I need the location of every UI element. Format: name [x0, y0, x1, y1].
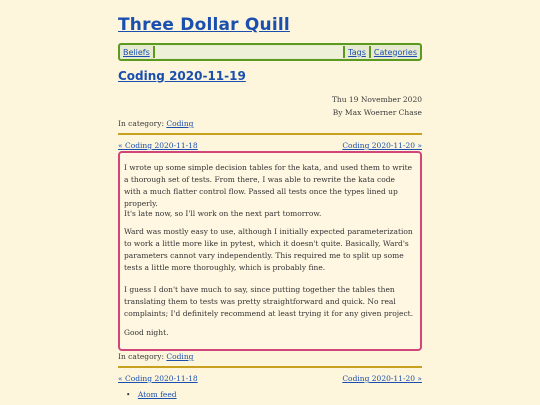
- nav-spacer: [155, 46, 343, 58]
- paragraph: Good night.: [124, 328, 169, 337]
- feed-list: [126, 390, 177, 399]
- paragraph: I wrote up some simple decision tables for the kata, and used them to write a thorough set of tests. From there, I was able to rewrite the kata code with a much flatter control flow. Passed all tests once the types lined up properly.: [124, 163, 413, 208]
- divider-top: [118, 133, 422, 135]
- nav-beliefs-link[interactable]: Beliefs: [123, 47, 150, 57]
- top-navigation: [118, 43, 422, 61]
- paragraph: I guess I don't have much to say, since putting together the tables then translating them to tests was pretty straightforward and quick. No real complaints; I'd definitely recommend at least trying it for any given project.: [124, 285, 414, 318]
- post-category-bottom: [118, 352, 193, 361]
- post-date: Thu 19 November 2020: [331, 95, 422, 104]
- category-prefix: In category:: [118, 352, 164, 361]
- list-item: [126, 390, 177, 399]
- category-prefix: In category:: [118, 119, 164, 128]
- divider-bottom: [118, 366, 422, 368]
- prev-post-link-bottom[interactable]: « Coding 2020-11-18: [118, 374, 198, 383]
- post-category-top: [118, 119, 193, 128]
- paragraph: It's late now, so I'll work on the next part tomorrow.: [124, 209, 322, 218]
- category-link[interactable]: Coding: [166, 119, 194, 128]
- post-title-link[interactable]: Coding 2020-11-19: [118, 69, 246, 83]
- post-content: [118, 151, 422, 351]
- category-link[interactable]: Coding: [166, 352, 194, 361]
- next-post-link-top[interactable]: Coding 2020-11-20 »: [342, 141, 422, 150]
- atom-feed-link[interactable]: Atom feed: [137, 390, 177, 399]
- site-title-link[interactable]: Three Dollar Quill: [118, 15, 290, 35]
- paragraph: Ward was mostly easy to use, although I initially expected parameterization to work a little more like in pytest, which it doesn't quite. Basically, Ward's parameters cannot vary independently. This required me to split up some tests a little more thoroughly, which is probably fine.: [124, 227, 413, 272]
- nav-categories-link[interactable]: Categories: [373, 47, 417, 57]
- post-author: By Max Woerner Chase: [332, 108, 422, 117]
- nav-tags-link[interactable]: Tags: [348, 47, 366, 57]
- prev-post-link-top[interactable]: « Coding 2020-11-18: [118, 141, 198, 150]
- next-post-link-bottom[interactable]: Coding 2020-11-20 »: [342, 374, 422, 383]
